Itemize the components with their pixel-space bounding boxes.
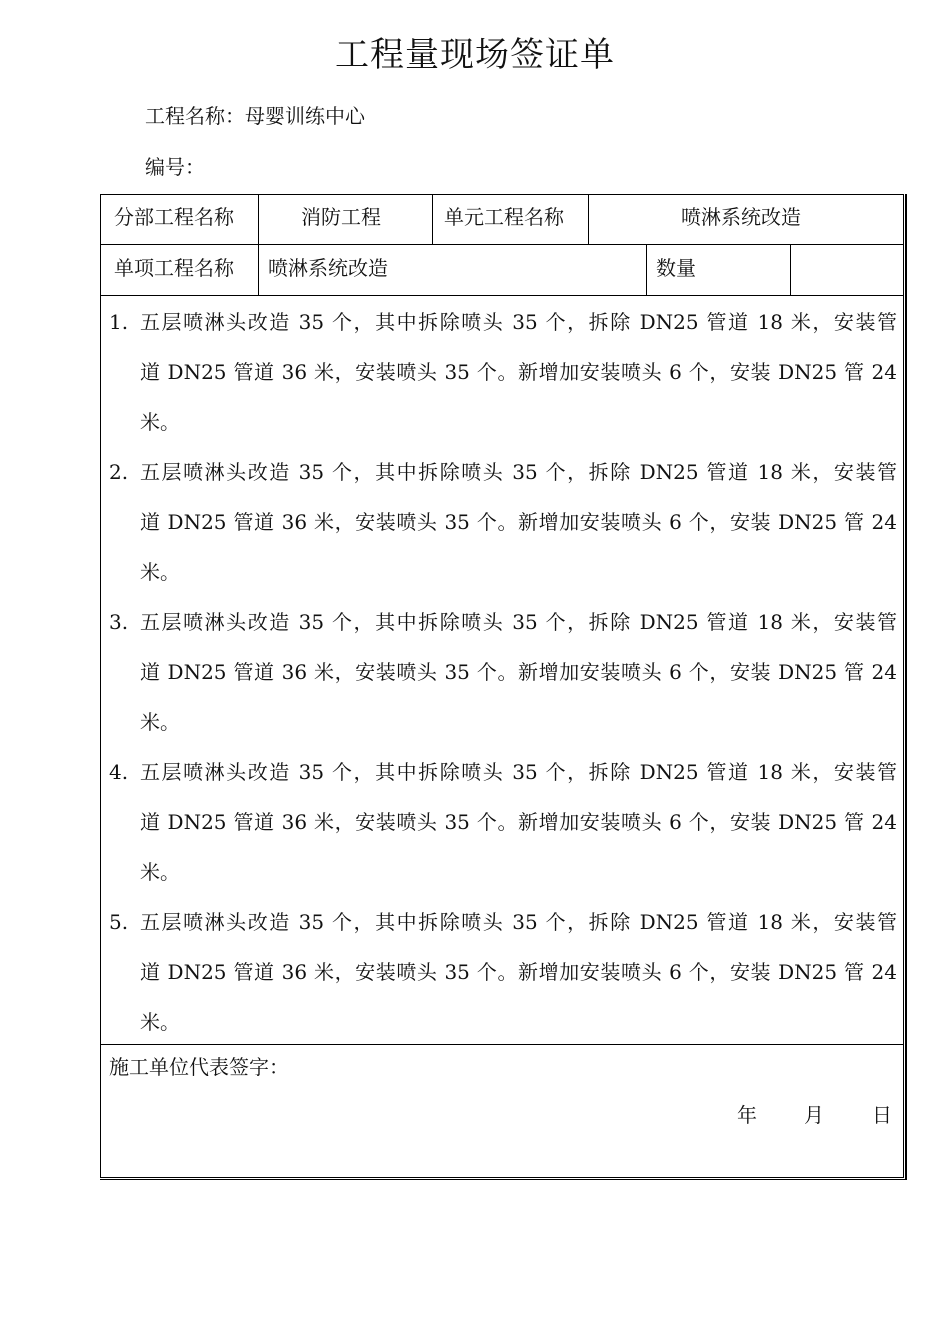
division-name-label: 分部工程名称 xyxy=(114,205,234,229)
item-text-line: 米。 xyxy=(140,1010,180,1034)
cell-divider xyxy=(258,195,259,244)
cell-divider xyxy=(258,244,259,295)
project-name: 工程名称：母婴训练中心 xyxy=(145,104,365,128)
item-text-line: 米。 xyxy=(140,710,180,734)
document-number: 编号： xyxy=(145,155,205,179)
quantity-label: 数量 xyxy=(656,256,696,280)
item-number: 1. xyxy=(109,310,129,334)
date-day: 日 xyxy=(872,1103,892,1127)
item-text-line: 五层喷淋头改造 35 个，其中拆除喷头 35 个，拆除 DN25 管道 18 米，安装管 xyxy=(140,460,897,484)
item-text-line: 米。 xyxy=(140,560,180,584)
contractor-signature-label: 施工单位代表签字： xyxy=(109,1055,289,1079)
item-number: 3. xyxy=(109,610,129,634)
date-year: 年 xyxy=(737,1103,757,1127)
form-bottom-edge xyxy=(100,1179,907,1180)
item-text-line: 五层喷淋头改造 35 个，其中拆除喷头 35 个，拆除 DN25 管道 18 米，安装管 xyxy=(140,760,897,784)
work-item-list xyxy=(109,297,897,1047)
item-name-value: 喷淋系统改造 xyxy=(268,256,388,280)
item-text-line: 米。 xyxy=(140,410,180,434)
cell-divider xyxy=(588,195,589,244)
item-text-line: 五层喷淋头改造 35 个，其中拆除喷头 35 个，拆除 DN25 管道 18 米，安装管 xyxy=(140,310,897,334)
cell-divider xyxy=(646,244,647,295)
cell-divider xyxy=(790,244,791,295)
unit-name-value: 喷淋系统改造 xyxy=(681,205,801,229)
division-name-value: 消防工程 xyxy=(301,205,381,229)
unit-name-label: 单元工程名称 xyxy=(444,205,564,229)
list-item xyxy=(109,597,897,747)
item-text-line: 米。 xyxy=(140,860,180,884)
item-number: 2. xyxy=(109,460,129,484)
item-name-label: 单项工程名称 xyxy=(114,256,234,280)
item-text-line: 五层喷淋头改造 35 个，其中拆除喷头 35 个，拆除 DN25 管道 18 米，安装管 xyxy=(140,910,897,934)
document-title: 工程量现场签证单 xyxy=(335,35,615,75)
list-item xyxy=(109,447,897,597)
item-number: 5. xyxy=(109,910,129,934)
item-text-line: 道 DN25 管道 36 米，安装喷头 35 个。新增加安装喷头 6 个，安装 DN25 管 24 xyxy=(140,660,897,684)
item-text-line: 五层喷淋头改造 35 个，其中拆除喷头 35 个，拆除 DN25 管道 18 米，安装管 xyxy=(140,610,897,634)
cell-divider xyxy=(432,195,433,244)
row-divider xyxy=(101,244,903,245)
item-text-line: 道 DN25 管道 36 米，安装喷头 35 个。新增加安装喷头 6 个，安装 DN25 管 24 xyxy=(140,960,897,984)
list-item xyxy=(109,297,897,447)
item-text-line: 道 DN25 管道 36 米，安装喷头 35 个。新增加安装喷头 6 个，安装 DN25 管 24 xyxy=(140,360,897,384)
form-right-edge xyxy=(905,194,907,1180)
date-month: 月 xyxy=(804,1103,824,1127)
list-item xyxy=(109,897,897,1047)
list-item xyxy=(109,747,897,897)
visa-form-table xyxy=(100,194,904,1178)
item-text-line: 道 DN25 管道 36 米，安装喷头 35 个。新增加安装喷头 6 个，安装 DN25 管 24 xyxy=(140,510,897,534)
item-text-line: 道 DN25 管道 36 米，安装喷头 35 个。新增加安装喷头 6 个，安装 DN25 管 24 xyxy=(140,810,897,834)
row-divider xyxy=(101,295,903,296)
item-number: 4. xyxy=(109,760,129,784)
